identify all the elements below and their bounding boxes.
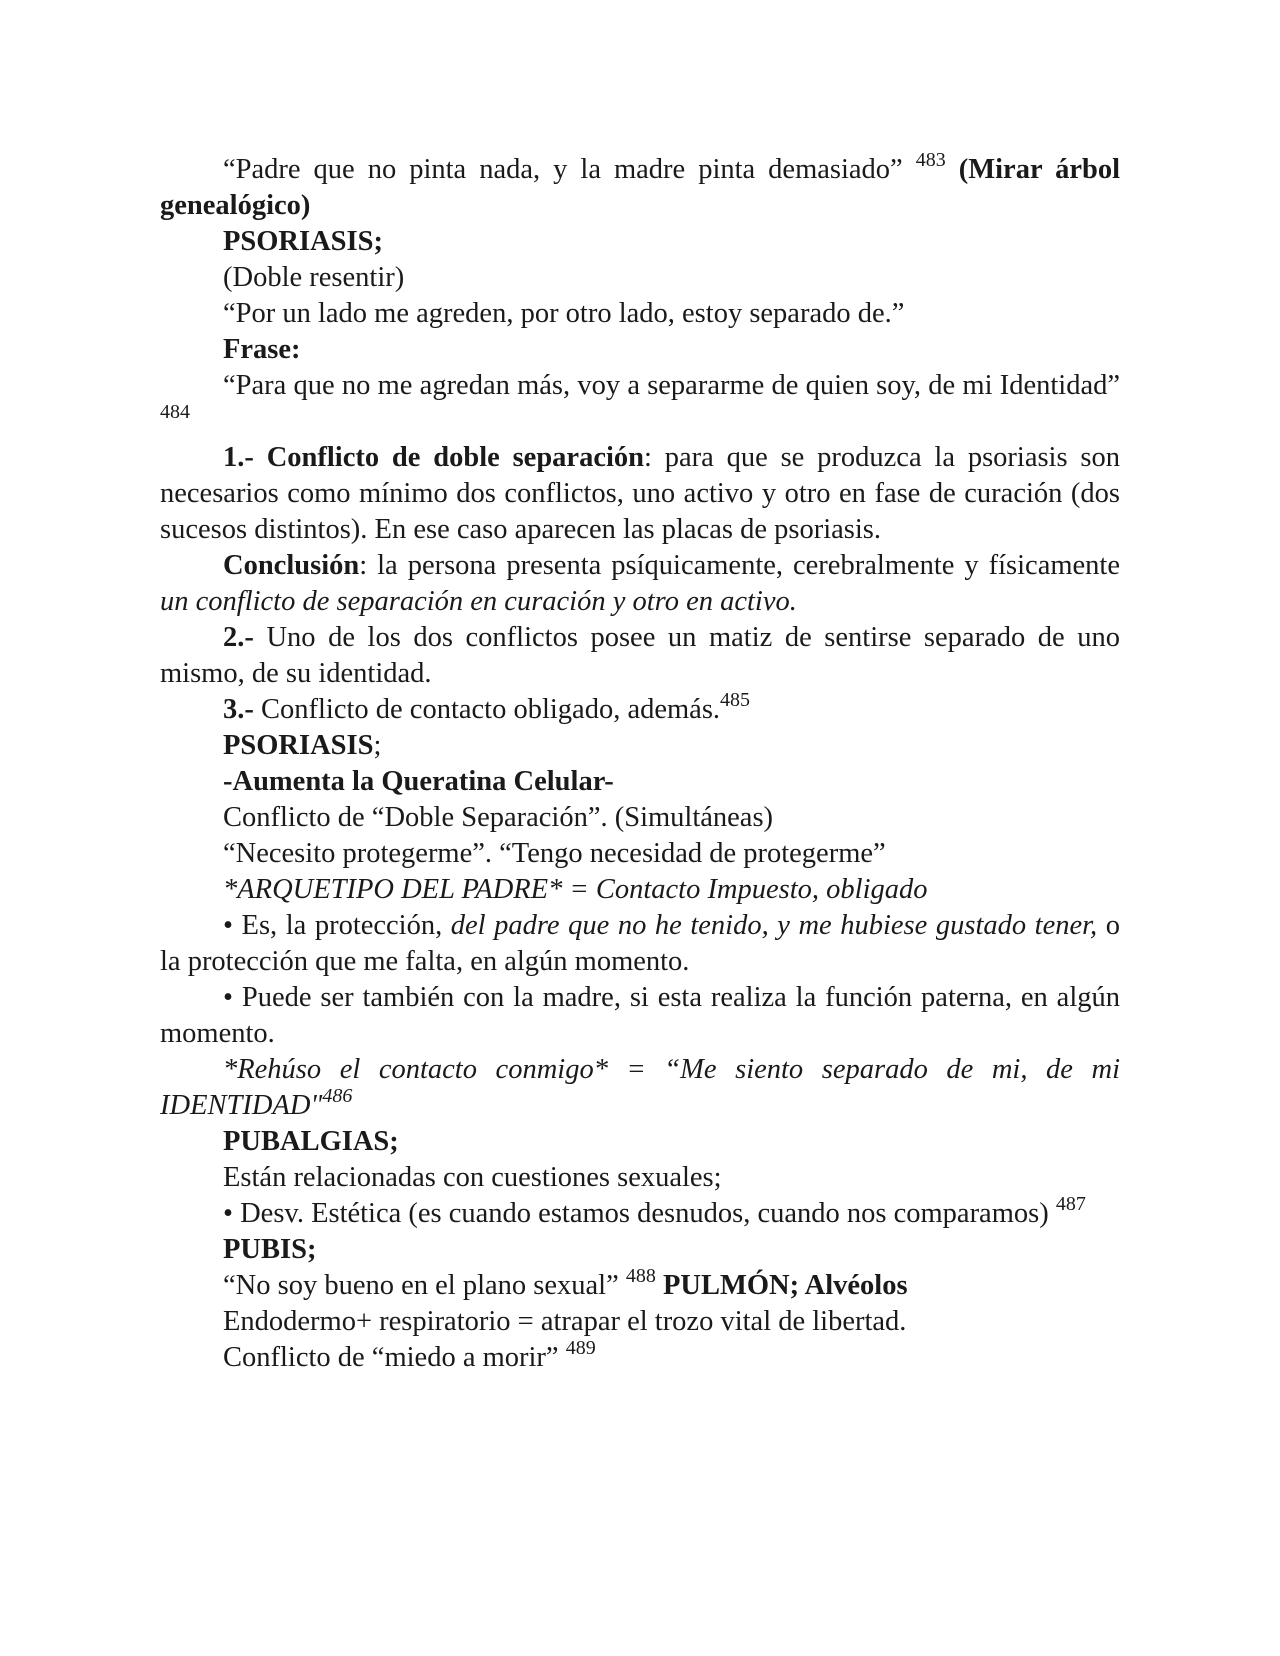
section-heading-pulmon: PULMÓN; Alvéolos: [662, 1270, 908, 1301]
paragraph-endodermo: Endodermo+ respiratorio = atrapar el trozo vital de libertad.: [223, 1306, 907, 1337]
footnote-ref[interactable]: 486: [322, 1085, 353, 1107]
paragraph-miedo-morir: Conflicto de “miedo a morir” $^{489}$: [223, 1337, 596, 1373]
paragraph-conflicto-doble-separacion: 1.- Conflicto de doble separación: para que se produzca la psoriasis son necesarios como mínimo dos conflictos, uno activo y otro en fase de curación (dos sucesos distintos). En ese caso aparecen las placas de psoriasis.: [160, 442, 1120, 545]
paragraph-conclusion: Conclusión: la persona presenta psíquicamente, cerebralmente y físicamente un conflicto de separación en curación y otro en activo.: [160, 550, 1120, 617]
bullet-madre: • Puede ser también con la madre, si esta realiza la función paterna, en algún momento.: [160, 982, 1120, 1049]
paragraph-doble-resentir: (Doble resentir): [223, 262, 405, 293]
paragraph-arquetipo-padre: *ARQUETIPO DEL PADRE* = Contacto Impuesto, obligado: [223, 874, 928, 905]
paragraph-agreden-quote: “Por un lado me agreden, por otro lado, estoy separado de.”: [223, 298, 905, 329]
paragraph-cuestiones-sexuales: Están relacionadas con cuestiones sexuales;: [223, 1162, 722, 1193]
paragraph-protegerme: “Necesito protegerme”. “Tengo necesidad de protegerme”: [223, 838, 886, 869]
paragraph-point-2: 2.- Uno de los dos conflictos posee un matiz de sentirse separado de uno mismo, de su identidad.: [160, 622, 1120, 689]
subheading-frase: Frase:: [223, 334, 301, 365]
section-heading-psoriasis: PSORIASIS;: [223, 226, 383, 257]
paragraph-plano-sexual: “No soy bueno en el plano sexual” $^{488}$ PULMÓN; Alvéolos: [223, 1265, 908, 1301]
paragraph-frase-quote: “Para que no me agredan más, voy a separarme de quien soy, de mi Identidad” $^{484}$: [160, 370, 1120, 423]
section-heading-pubis: PUBIS;: [223, 1234, 317, 1265]
footnote-ref[interactable]: 488: [625, 1265, 656, 1287]
page-body: [160, 149, 1121, 1376]
paragraph-point-3: 3.- Conflicto de contacto obligado, además.$^{485}$: [223, 689, 751, 725]
bullet-desv-estetica: • Desv. Estética (es cuando estamos desnudos, cuando nos comparamos) $^{487}$: [223, 1193, 1086, 1229]
section-heading-psoriasis-2: PSORIASIS;: [223, 730, 382, 761]
paragraph-rehuso-contacto: *Rehúso el contacto conmigo* = “Me siento separado de mi, de mi IDENTIDAD"$^{486}$: [160, 1054, 1120, 1121]
footnote-ref[interactable]: 484: [160, 401, 190, 423]
paragraph-doble-separacion: Conflicto de “Doble Separación”. (Simultáneas): [223, 802, 774, 833]
footnote-ref[interactable]: 485: [720, 689, 751, 711]
bullet-proteccion-padre: • Es, la protección, del padre que no he tenido, y me hubiese gustado tener, o la protección que me falta, en algún momento.: [160, 910, 1120, 977]
footnote-ref[interactable]: 487: [1055, 1193, 1086, 1215]
paragraph-padre-quote: “Padre que no pinta nada, y la madre pinta demasiado” $^{483}$ (Mirar árbol genealógico): [160, 149, 1121, 221]
footnote-ref[interactable]: 483: [915, 149, 946, 171]
subheading-queratina: -Aumenta la Queratina Celular-: [223, 766, 614, 797]
footnote-ref[interactable]: 489: [565, 1337, 596, 1359]
section-heading-pubalgias: PUBALGIAS;: [223, 1126, 399, 1157]
